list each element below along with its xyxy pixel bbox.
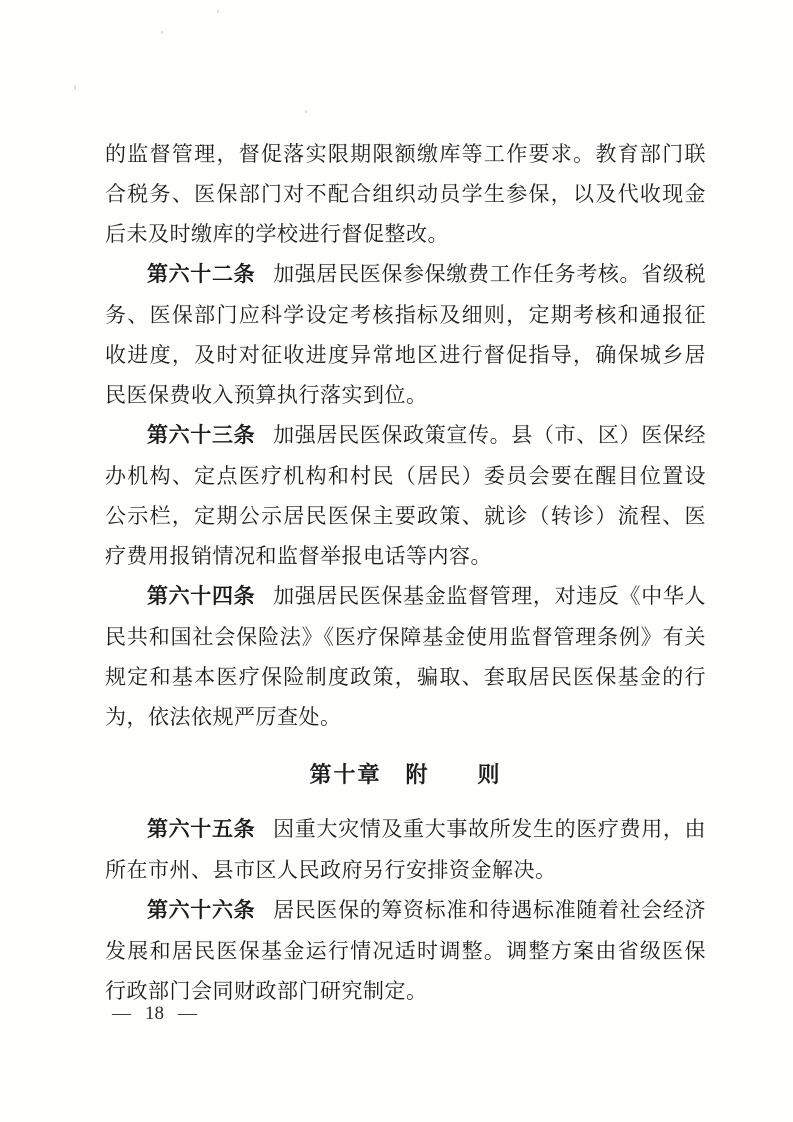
article-62-number: 第六十二条 — [147, 263, 256, 286]
article-63-number: 第六十三条 — [147, 424, 256, 447]
scan-speck — [161, 31, 163, 34]
paragraph-article-64 — [105, 576, 706, 737]
article-65-number: 第六十五条 — [147, 818, 256, 841]
chapter-heading-text: 第十章 附 则 — [309, 762, 502, 787]
paragraph-article-63 — [105, 415, 706, 576]
scan-speck — [305, 110, 307, 113]
footer-left-dash: — — [112, 1003, 131, 1024]
article-66-number: 第六十六条 — [147, 899, 256, 922]
footer-right-dash: — — [178, 1003, 197, 1024]
paragraph-continuation — [105, 134, 706, 254]
scan-speck — [217, 10, 219, 13]
article-66-text: 居民医保的筹资标准和待遇标准随着社会经济发展和居民医保基金运行情况适时调整。调整方案由省级医保行政部门会同财政部门研究制定。 — [105, 898, 707, 1003]
page-footer — [112, 1002, 197, 1026]
article-63-text: 加强居民医保政策宣传。县（市、区）医保经办机构、定点医疗机构和村民（居民）委员会要在醒目位置设公示栏，定期公示居民医保主要政策、就诊（转诊）流程、医疗费用报销情况和监督举报电话等内容。 — [105, 423, 707, 568]
document-body — [105, 134, 706, 1011]
article-65-text: 因重大灾情及重大事故所发生的医疗费用，由所在市州、县市区人民政府另行安排资金解决。 — [105, 817, 707, 882]
chapter-heading — [105, 755, 706, 795]
article-62-text: 加强居民医保参保缴费工作任务考核。省级税务、医保部门应科学设定考核指标及细则，定期考核和通报征收进度，及时对征收进度异常地区进行督促指导，确保城乡居民医保费收入预算执行落实到位。 — [105, 262, 707, 407]
page-number: 18 — [145, 1003, 164, 1024]
article-64-text: 加强居民医保基金监督管理，对违反《中华人民共和国社会保险法》《医疗保障基金使用监督管理条例》有关规定和基本医疗保险制度政策，骗取、套取居民医保基金的行为，依法依规严厉查处。 — [105, 584, 707, 729]
paragraph-article-62 — [105, 254, 706, 415]
paragraph-text: 的监督管理，督促落实限期限额缴库等工作要求。教育部门联合税务、医保部门对不配合组织动员学生参保，以及代收现金后未及时缴库的学校进行督促整改。 — [105, 142, 706, 246]
article-64-number: 第六十四条 — [147, 585, 256, 608]
scan-speck — [74, 85, 76, 90]
paragraph-article-65 — [105, 809, 706, 890]
paragraph-article-66 — [105, 890, 706, 1011]
